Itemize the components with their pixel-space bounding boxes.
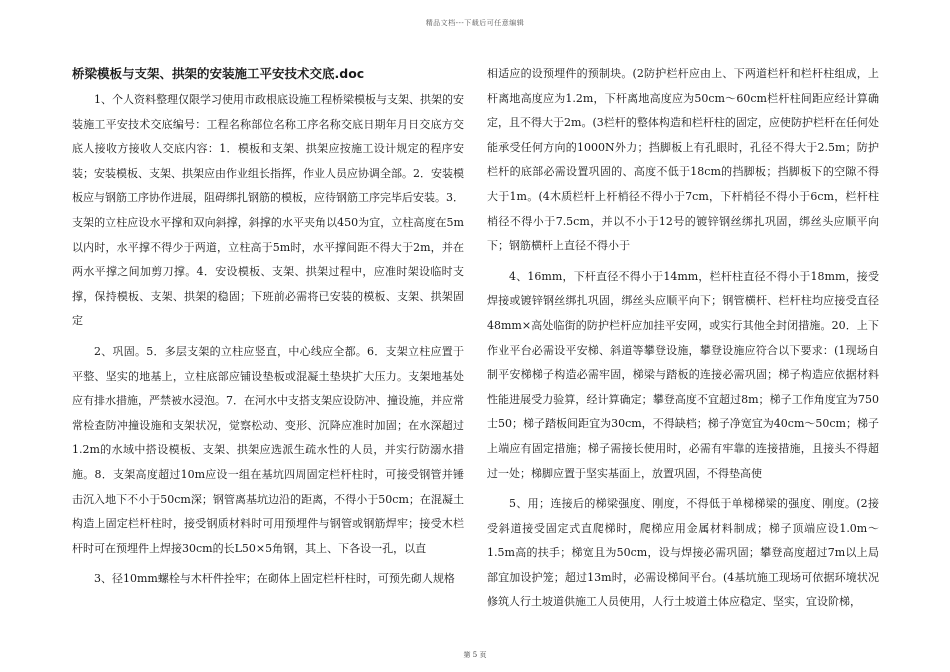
- paragraph-5: 5、用；连接后的梯梁强度、刚度，不得低于单梯梯梁的强度、刚度。(2接受斜道接受固定式直爬梯时，爬梯应用金属材料制成；梯子顶端应设1.0m～1.5m高的扶手；梯宽且为50cm，设与焊接必需巩固；攀登高度超过7m以上局部宜加设护笼；超过13m时，必需设梯间平台。(4基坑施工现场可依据环境状况修筑人行土坡道供施工人员使用，人行土坡道土体应稳定、坚实，宜设阶梯，: [487, 497, 879, 609]
- paragraph-2: 2、巩固。5．多层支架的立柱应竖直，中心线应全都。6．支架立柱应置于平整、坚实的地基上，立柱底部应铺设垫板或混凝土垫块扩大压力。支架地基处应有排水措施，严禁被水浸泡。7．在河水中支搭支架应设防冲、撞设施，并应常常检查防冲撞设施和支架状况，觉察松动、变形、沉降应准时加固；在水深超过1.2m的水域中搭设模板、支架、拱架应选派生疏水性的人员，并实行防溺水措施。8．支架高度超过10m应设一组在基坑四周固定栏杆柱时，可接受钢管并锤击沉入地下不小于50cm深；钢管离基坑边沿的距离，不得小于50cm；在混凝土构造上固定栏杆柱时，接受钢质材料时可用预埋件与钢管或钢筋焊牢；接受木栏杆时可在预埋件上焊接30cm的长L50×5角钢，其上、下各设一孔，以直: [72, 344, 464, 555]
- paragraph-3-continuation: 相适应的设预埋件的预制块。(2防护栏杆应由上、下两道栏杆和栏杆柱组成，上杆离地高度应为1.2m，下杆离地高度应为50cm～60cm栏杆柱间距应经计算确定，且不得大于2m。(3栏杆的整体构造和栏杆柱的固定，应使防护栏杆在任何处能承受任何方向的1000N外力；挡脚板上有孔眼时，孔径不得大于2.5m；防护栏杆的底部必需设置巩固的、高度不低于18cm的挡脚板；挡脚板下的空隙不得大于1m。(4木质栏杆上杆梢径不得小于7cm，下杆梢径不得小于6cm，栏杆柱梢径不得小于7.5cm，并以不小于12号的镀锌钢丝绑扎巩固，绑丝头应顺平向下；钢筋横杆上直径不得小于: [487, 67, 879, 253]
- page-header: 精品文档---下载后可任意编辑: [425, 19, 525, 27]
- paragraph-4: 4、16mm，下杆直径不得小于14mm，栏杆柱直径不得小于18mm，接受焊接或镀锌钢丝绑扎巩固，绑丝头应顺平向下；钢管横杆、栏杆柱均应接受直径48mm×高处临街的防护栏杆应加挂平安网，或实行其他全封闭措施。20．上下作业平台必需设平安梯、斜道等攀登设施，攀登设施应符合以下要求：(1现场自制平安梯梯子构造必需牢固，梯梁与踏板的连接必需巩固；梯子构造应依据材料性能进展受力验算，经计算确定；攀登高度不宜超过8m；梯子工作角度宜为750士50；梯子踏板间距宜为30cm，不得缺档；梯子净宽宜为40cm～50cm；梯子上端应有固定措施；梯子需接长使用时，必需有牢靠的连接措施，且接头不得超过一处；梯脚应置于坚实基面上，放置巩固，不得垫高使: [487, 269, 879, 480]
- left-column: [72, 62, 464, 598]
- page-number: 第 5 页: [463, 651, 487, 659]
- right-column: [487, 62, 879, 621]
- document-title: 桥梁模板与支架、拱架的安装施工平安技术交底.doc: [72, 66, 365, 81]
- paragraph-1: 1、个人资料整理仅限学习使用市政根底设施工程桥梁模板与支架、拱架的安装施工平安技术交底编号：工程名称部位名称工序名称交底日期年月日交底方交底人接收方接收人交底内容：1．模板和支架、拱架应按施工设计规定的程序安装；安装模板、支架、拱架应由作业组长指挥，作业人员应协调全部。2．安装模板应与钢筋工序协作进展，阻碍绑扎钢筋的模板，应待钢筋工序完毕后安装。3．支架的立柱应设水平撑和双向斜撑，斜撑的水平夹角以450为宜，立柱高度在5m以内时，水平撑不得少于两道，立柱高于5m时，水平撑间距不得大于2m，并在两水平撑之间加剪刀撑。4．安设模板、支架、拱架过程中，应准时架设临时支撑，保持模板、支架、拱架的稳固；下班前必需将已安装的模板、支架、拱架固定: [72, 93, 464, 328]
- paragraph-3: 3、径10mm螺栓与木杆件拴牢；在砌体上固定栏杆柱时，可预先砌人规格: [94, 572, 455, 586]
